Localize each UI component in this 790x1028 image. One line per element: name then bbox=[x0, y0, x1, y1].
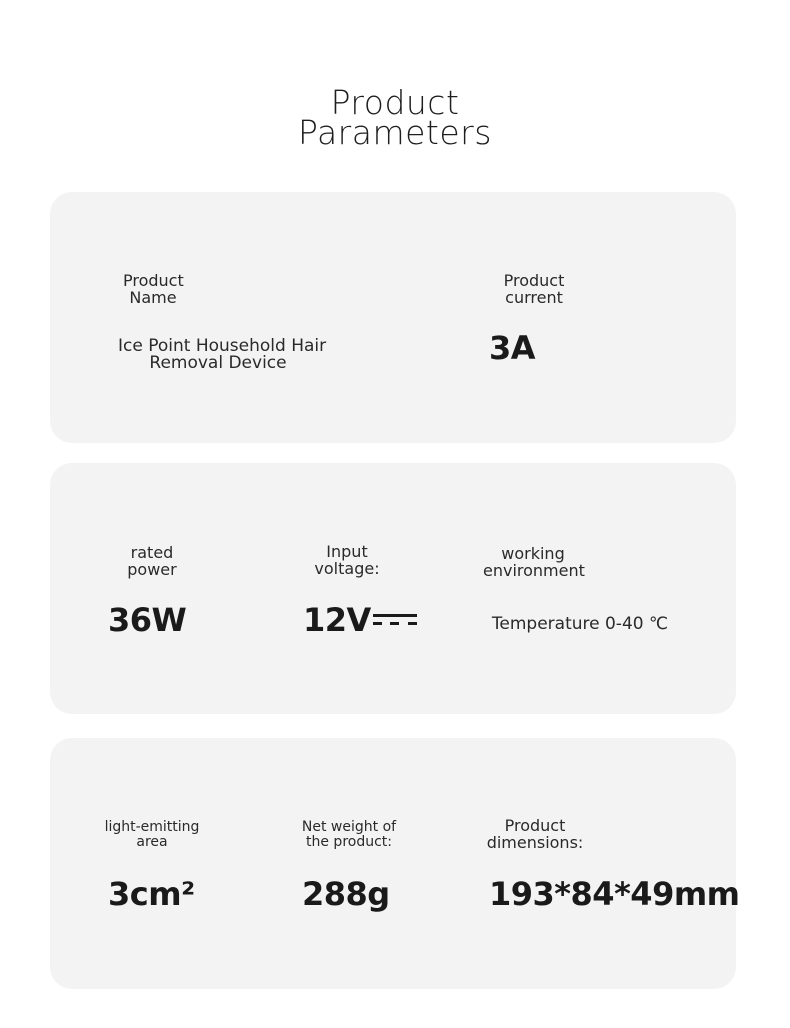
product-name-label-line1: Product bbox=[123, 271, 184, 290]
page-title-line2: Parameters bbox=[298, 113, 492, 152]
page-title bbox=[0, 83, 790, 152]
rated-power-label bbox=[122, 544, 182, 578]
working-environment-value: Temperature 0-40 ℃ bbox=[491, 614, 669, 634]
input-voltage-value-group bbox=[303, 601, 417, 639]
light-emitting-area-label-line1: light-emitting bbox=[104, 819, 200, 835]
light-emitting-area-label-line2: area bbox=[136, 834, 168, 850]
product-current-value: 3A bbox=[489, 329, 536, 367]
product-dimensions-label bbox=[485, 817, 585, 851]
product-name-label bbox=[123, 272, 183, 306]
light-emitting-area-value: 3cm² bbox=[108, 875, 195, 913]
working-environment-label-line1: working bbox=[501, 544, 565, 563]
product-current-label-line1: Product bbox=[503, 271, 565, 290]
product-current-label-line2: current bbox=[505, 288, 563, 307]
product-dimensions-value: 193*84*49mm bbox=[489, 875, 740, 913]
working-environment-label bbox=[483, 545, 583, 579]
parameter-card-name-current bbox=[50, 192, 736, 443]
net-weight-label-line2: the product: bbox=[306, 834, 392, 850]
product-name-value bbox=[118, 336, 327, 373]
net-weight-label bbox=[299, 820, 399, 850]
product-current-label bbox=[502, 272, 566, 306]
parameter-card-power-voltage-environment bbox=[50, 463, 736, 714]
input-voltage-label bbox=[312, 543, 382, 577]
parameter-card-area-weight-dimensions bbox=[50, 738, 740, 989]
dc-current-icon bbox=[373, 612, 417, 628]
input-voltage-label-line1: Input bbox=[326, 542, 368, 561]
working-environment-label-line2: environment bbox=[483, 561, 585, 580]
product-dimensions-label-line1: Product bbox=[504, 816, 566, 835]
net-weight-label-line1: Net weight of bbox=[301, 819, 397, 835]
product-name-value-line1: Ice Point Household Hair bbox=[118, 336, 327, 356]
product-name-value-line2: Removal Device bbox=[149, 353, 287, 373]
rated-power-label-line1: rated bbox=[130, 543, 174, 562]
page-title-line1: Product bbox=[330, 83, 460, 122]
net-weight-value: 288g bbox=[302, 875, 390, 913]
input-voltage-value: 12V bbox=[303, 601, 371, 639]
product-name-label-line2: Name bbox=[129, 288, 177, 307]
light-emitting-area-label bbox=[102, 820, 202, 850]
rated-power-value: 36W bbox=[108, 601, 187, 639]
rated-power-label-line2: power bbox=[127, 560, 177, 579]
product-dimensions-label-line2: dimensions: bbox=[486, 833, 584, 852]
input-voltage-label-line2: voltage: bbox=[314, 559, 380, 578]
